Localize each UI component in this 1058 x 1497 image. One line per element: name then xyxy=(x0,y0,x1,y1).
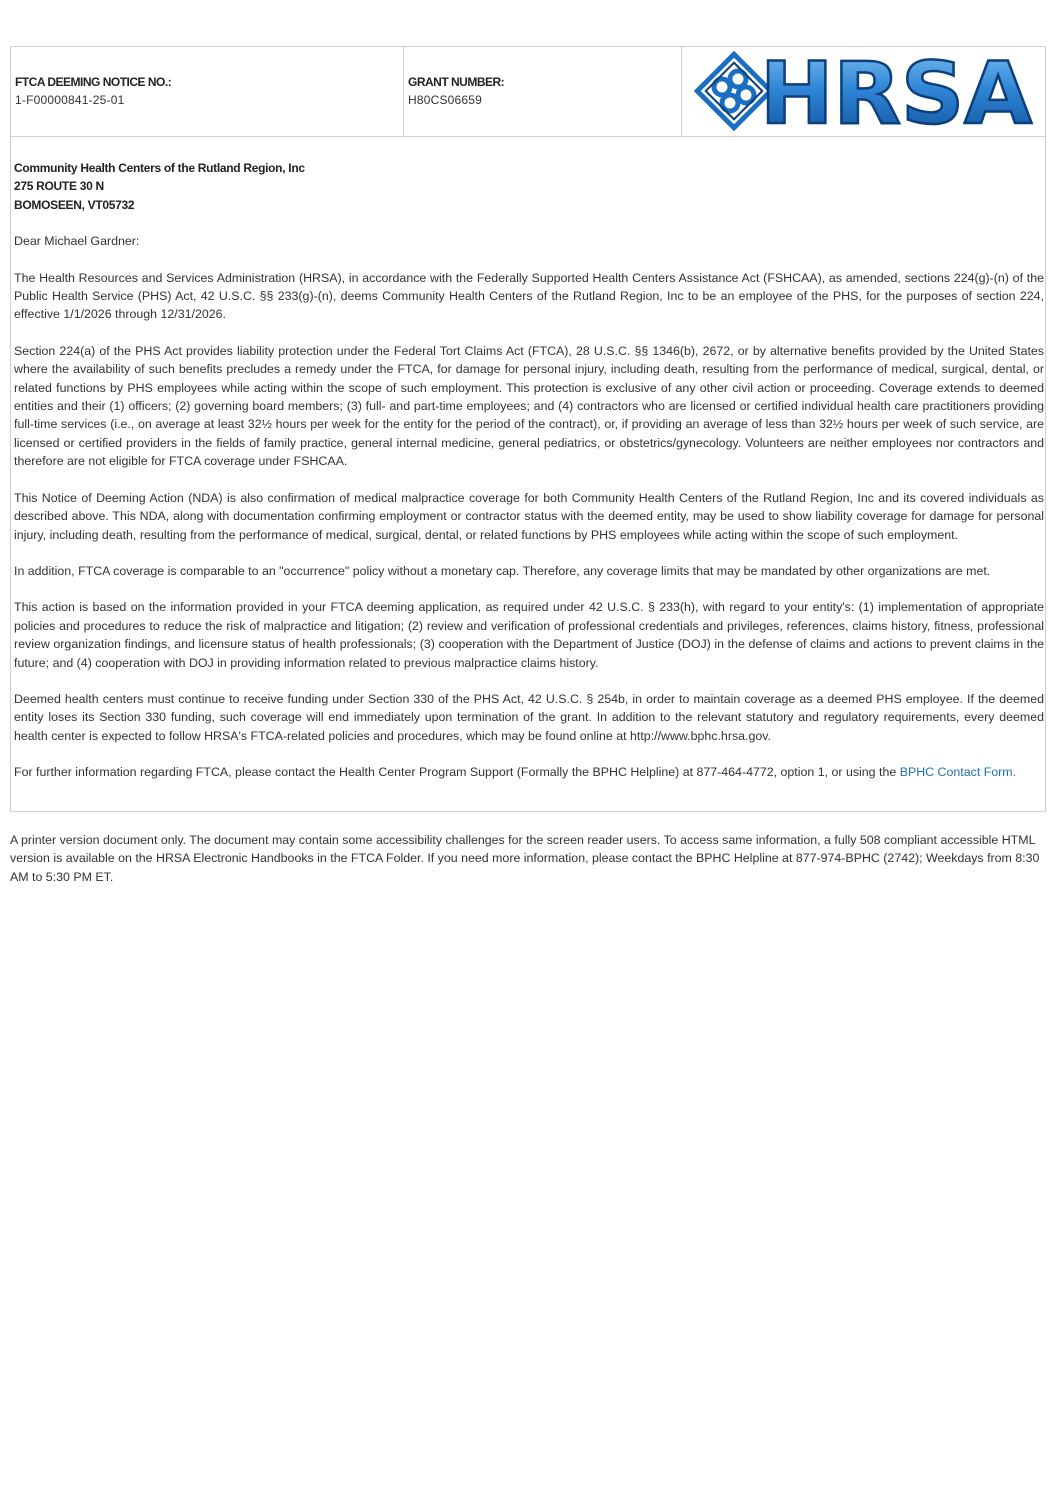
paragraph-application: This action is based on the information provided in your FTCA deeming application, as required under 42 U.S.C. § 233(h), with regard to your entity's: (1) implementation of appropriate policies and procedures to reduce the risk of malpractice and litigation; (2) review and verification of professional credentials and privileges, references, claims history, fitness, professional review organization findings, and licensure status of health professionals; (3) cooperation with the Department of Justice (DOJ) in the defense of claims and actions to prevent claims in the future; and (4) cooperation with DOJ in providing information related to previous malpractice claims history. xyxy=(14,600,1044,670)
notice-frame xyxy=(10,46,1046,812)
bphc-contact-form-link[interactable]: BPHC Contact Form. xyxy=(899,765,1017,780)
address-line-2: 275 ROUTE 30 N xyxy=(14,179,104,194)
paragraph-occurrence: In addition, FTCA coverage is comparable to an "occurrence" policy without a monetary cap. Therefore, any coverage limits that may be mandated by other organizations are met. xyxy=(14,563,991,578)
address-line-1: Community Health Centers of the Rutland Region, Inc xyxy=(14,161,305,175)
grant-number-label: GRANT NUMBER: xyxy=(408,75,505,89)
notice-number-label: FTCA DEEMING NOTICE NO.: xyxy=(15,75,172,89)
paragraph-liability: Section 224(a) of the PHS Act provides liability protection under the Federal Tort Claims Act (FTCA), 28 U.S.C. §§ 1346(b), 2672, or by alternative benefits provided by the United States where the availability of such benefits precludes a remedy under the FTCA, for damage for personal injury, including death, resulting from the performance of medical, surgical, dental, or related functions by PHS employees while acting within the scope of such employment. This protection is exclusive of any other civil action or proceeding. Coverage extends to deemed entities and their (1) officers; (2) governing board members; (3) full- and part-time employees; and (4) contractors who are licensed or certified individual health care practitioners providing full-time services (i.e., on average at least 32½ hours per week for the entity for the period of the contract), or, if providing an average of less than 32½ hours per week of such service, are licensed or certified providers in the fields of family practice, general internal medicine, general pediatrics, or obstetrics/gynecology. Volunteers are neither employees nor contractors and therefore are not eligible for FTCA coverage under FSHCAA. xyxy=(14,343,1044,469)
hrsa-logo-text: HRSA xyxy=(760,51,1033,131)
paragraph-nda: This Notice of Deeming Action (NDA) is also confirmation of medical malpractice coverage for both Community Health Centers of the Rutland Region, Inc and its covered individuals as described above. This NDA, along with documentation confirming employment or contractor status with the deemed entity, may be used to show liability coverage for damage for personal injury, including death, resulting from the performance of medical, surgical, dental, or related functions by PHS employees while acting within the scope of such employment. xyxy=(14,490,1044,542)
logo-cell xyxy=(682,47,1045,136)
letter-body xyxy=(14,159,1044,782)
address-line-3: BOMOSEEN, VT05732 xyxy=(14,197,135,212)
notice-number-cell xyxy=(11,47,404,136)
header-row xyxy=(11,47,1045,137)
paragraph-contact xyxy=(14,763,1044,781)
grant-number-value: H80CS06659 xyxy=(408,93,483,107)
contact-text: For further information regarding FTCA, please contact the Health Center Program Support (Formally the BPHC Helpline) at 877-464-4772, option 1, or using the xyxy=(14,765,900,780)
notice-number-value: 1-F00000841-25-01 xyxy=(15,93,125,107)
footer-accessibility-note: A printer version document only. The document may contain some accessibility challenges for the screen reader users. To access same information, a fully 508 compliant accessible HTML version is available on the HRSA Electronic Handbooks in the FTCA Folder. If you need more information, please contact the BPHC Helpline at 877-974-BPHC (2742); Weekdays from 8:30 AM to 5:30 PM ET. xyxy=(10,833,1040,884)
recipient-address xyxy=(14,159,1044,214)
hrsa-logo xyxy=(694,51,1039,131)
paragraph-funding: Deemed health centers must continue to receive funding under Section 330 of the PHS Act, 42 U.S.C. § 254b, in order to maintain coverage as a deemed PHS employee. If the deemed entity loses its Section 330 funding, such coverage will end immediately upon termination of the grant. In addition to the relevant statutory and regulatory requirements, every deemed health center is expected to follow HRSA's FTCA-related policies and procedures, which may be found online at http://www.bphc.hrsa.gov. xyxy=(14,691,1044,743)
paragraph-deeming: The Health Resources and Services Administration (HRSA), in accordance with the Federally Supported Health Centers Assistance Act (FSHCAA), as amended, sections 224(g)-(n) of the Public Health Service (PHS) Act, 42 U.S.C. §§ 233(g)-(n), deems Community Health Centers of the Rutland Region, Inc to be an employee of the PHS, for the purposes of section 224, effective 1/1/2026 through 12/31/2026. xyxy=(14,270,1044,322)
grant-number-cell xyxy=(404,47,682,136)
salutation: Dear Michael Gardner: xyxy=(14,234,140,249)
